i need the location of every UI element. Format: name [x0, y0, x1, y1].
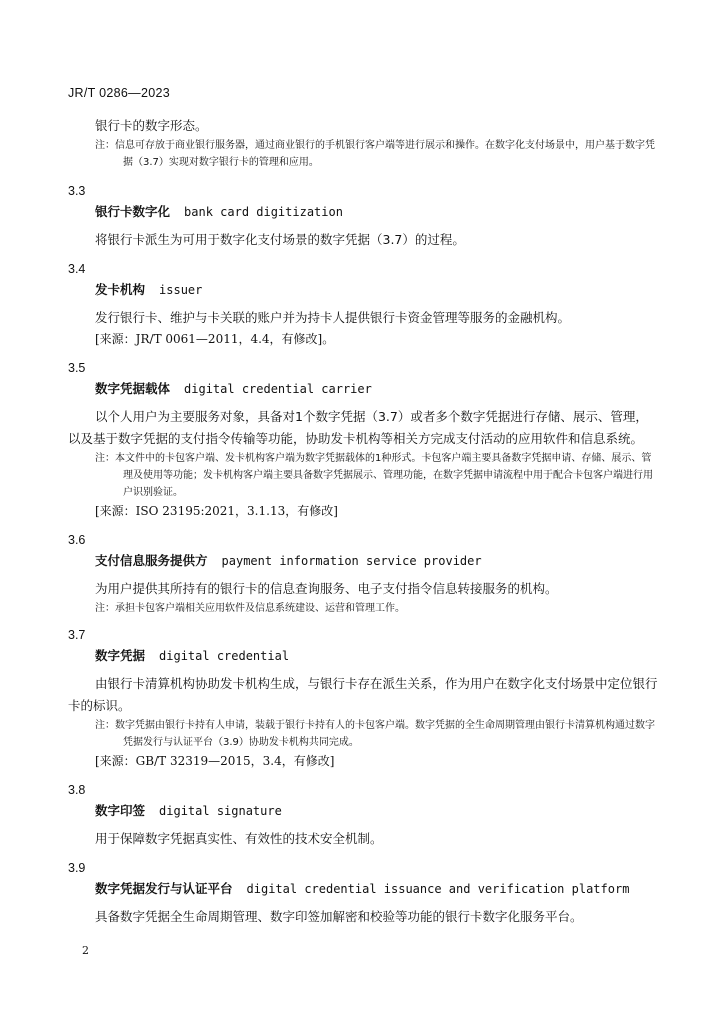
term-cn: 支付信息服务提供方	[95, 553, 208, 568]
section-number: 3.9	[68, 861, 86, 875]
section-number: 3.5	[68, 361, 86, 375]
term-heading	[68, 279, 658, 301]
section-3-8	[68, 780, 658, 850]
section-3-6	[68, 530, 658, 617]
section-3-7	[68, 625, 658, 772]
section-3-3	[68, 181, 658, 251]
term-en: digital credential carrier	[184, 382, 372, 396]
definition: 用于保障数字凭据真实性、有效性的技术安全机制。	[95, 831, 383, 846]
section-number: 3.8	[68, 783, 86, 797]
term-heading	[68, 201, 658, 223]
term-cn: 数字凭据	[95, 648, 146, 663]
note: 注：本文件中的卡包客户端、发卡机构客户端为数字凭据载体的1种形式。卡包客户端主要具备数字凭据申请、存储、展示、管理及使用等功能；发卡机构客户端主要具备数字凭据展示、管理功能，在数字凭据申请流程中用于配合卡包客户端进行用户识别验证。	[95, 453, 653, 498]
page-number: 2	[82, 944, 89, 957]
term-cn: 数字凭据发行与认证平台	[95, 881, 233, 896]
source-citation: [来源：ISO 23195:2021，3.1.13，有修改]	[95, 504, 338, 518]
definition: 发行银行卡、维护与卡关联的账户并为持卡人提供银行卡资金管理等服务的金融机构。	[95, 310, 571, 325]
intro-note: 注：信息可存放于商业银行服务器，通过商业银行的手机银行客户端等进行展示和操作。在数字化支付场景中，用户基于数字凭据（3.7）实现对数字银行卡的管理和应用。	[95, 140, 655, 168]
definition: 为用户提供其所持有的银行卡的信息查询服务、电子支付指令信息转接服务的机构。	[95, 581, 558, 596]
term-en: digital credential	[159, 649, 290, 663]
term-en: digital signature	[159, 804, 282, 818]
term-cn: 数字凭据载体	[95, 381, 171, 396]
term-heading	[68, 800, 658, 822]
intro-line: 银行卡的数字形态。	[95, 118, 208, 133]
section-3-5	[68, 358, 658, 522]
definition: 以个人用户为主要服务对象，具备对1个数字凭据（3.7）或者多个数字凭据进行存储、展示、管理，以及基于数字凭据的支付指令传输等功能，协助发卡机构等相关方完成支付活动的应用软件和信息系统。	[68, 409, 648, 446]
term-en: digital credential issuance and verification platform	[246, 882, 630, 896]
document-id-header: JR/T 0286—2023	[68, 86, 170, 100]
term-en: payment information service provider	[221, 554, 482, 568]
section-number: 3.3	[68, 184, 86, 198]
section-3-4	[68, 259, 658, 350]
term-heading	[68, 645, 658, 667]
note: 注：数字凭据由银行卡持有人申请，装载于银行卡持有人的卡包客户端。数字凭据的全生命周期管理由银行卡清算机构通过数字凭据发行与认证平台（3.9）协助发卡机构共同完成。	[95, 720, 655, 748]
term-heading	[68, 878, 658, 900]
definition: 具备数字凭据全生命周期管理、数字印签加解密和校验等功能的银行卡数字化服务平台。	[95, 909, 583, 924]
term-cn: 银行卡数字化	[95, 204, 171, 219]
section-number: 3.6	[68, 533, 86, 547]
document-body	[68, 115, 658, 928]
term-heading	[68, 378, 658, 400]
section-number: 3.7	[68, 628, 86, 642]
term-cn: 数字印签	[95, 803, 146, 818]
source-citation: [来源：GB/T 32319—2015，3.4，有修改]	[95, 754, 335, 768]
term-heading	[68, 550, 658, 572]
definition: 将银行卡派生为可用于数字化支付场景的数字凭据（3.7）的过程。	[95, 232, 465, 247]
note: 注：承担卡包客户端相关应用软件及信息系统建设、运营和管理工作。	[95, 603, 405, 614]
term-en: issuer	[159, 283, 203, 297]
section-number: 3.4	[68, 262, 86, 276]
section-3-9	[68, 858, 658, 928]
term-cn: 发卡机构	[95, 282, 146, 297]
source-citation: [来源：JR/T 0061—2011，4.4，有修改]。	[95, 332, 335, 346]
definition: 由银行卡清算机构协助发卡机构生成，与银行卡存在派生关系，作为用户在数字化支付场景中定位银行卡的标识。	[68, 676, 658, 713]
term-en: bank card digitization	[184, 205, 343, 219]
